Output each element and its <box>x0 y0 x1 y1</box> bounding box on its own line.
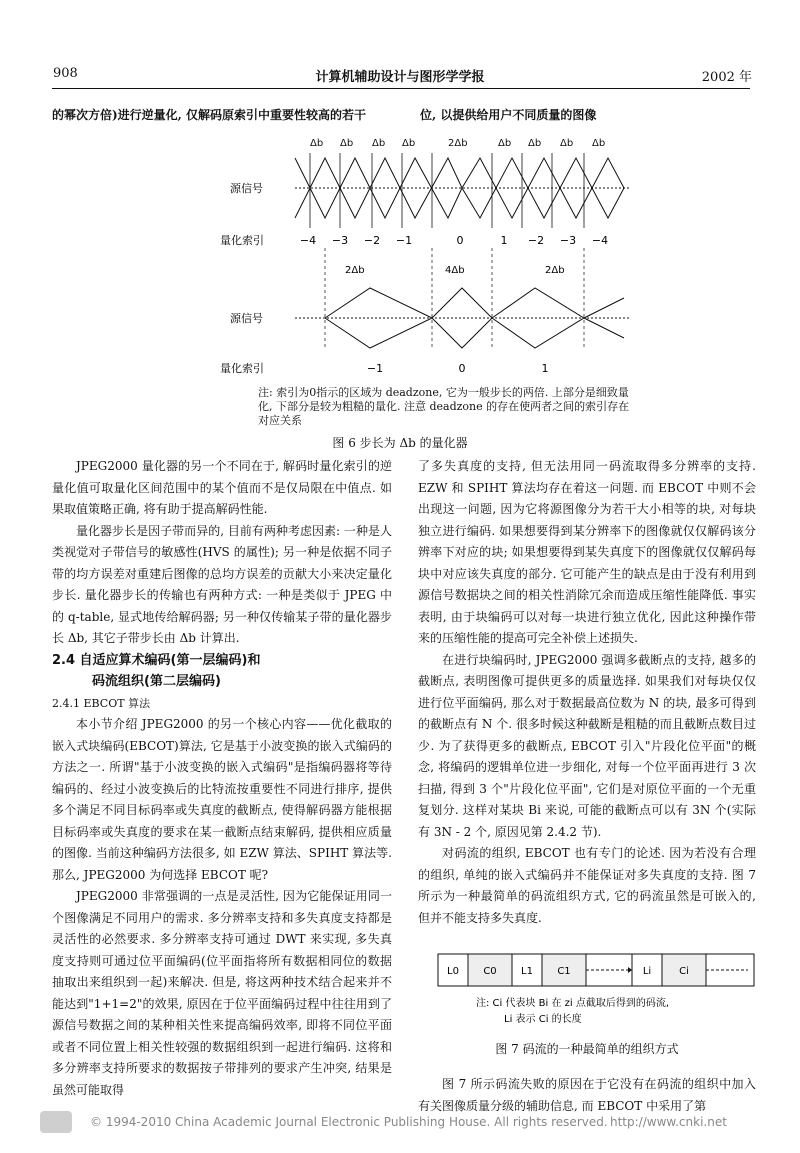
paragraph: 对码流的组织, EBCOT 也有专门的论述. 因为若没有合理的组织, 单纯的嵌入式编码并不能保证对多失真度的支持. 图 7 所示为一种最简单的码流组织方式, 它的码流虽然是可嵌入的, 但并不能支持多失真度. <box>418 846 756 925</box>
bitstream-cell: L1 <box>521 966 533 977</box>
index-value: 1 <box>541 362 549 375</box>
bitstream-cell: Ci <box>679 966 689 977</box>
index-value: −3 <box>559 234 577 247</box>
top-line-left: 的幂次方倍)进行逆量化, 仅解码原索引中重要性较高的若干 <box>52 108 367 122</box>
index-value: −1 <box>366 362 384 375</box>
figure-6-note: 注: 索引为0指示的区域为 deadzone, 它为一般步长的两倍. 上部分是细致量化, 下部分是较为粗糙的量化. 注意 deadzone 的存在使两者之间的索引存在对应关系 <box>258 386 630 427</box>
paragraph: JPEG2000 量化器的另一个不同在于, 解码时量化索引的逆量化值可取量化区间范围中的某个值而不是仅局限在中值点. 如果取值策略正确, 将有助于提高解码性能. <box>52 459 392 516</box>
bitstream-cell: Li <box>642 966 652 977</box>
row3-label: 源信号 <box>230 312 263 325</box>
index-value: −4 <box>299 234 317 247</box>
step-label: Δb <box>560 138 574 149</box>
top-line-right: 位, 以提供给用户不同质量的图像 <box>420 108 597 122</box>
year: 2002 年 <box>701 70 752 85</box>
section-heading-cont: 码流组织(第二层编码) <box>92 674 221 689</box>
left-column <box>52 456 392 1101</box>
paragraph: 图 7 所示码流失败的原因在于它没有在码流的组织中加入有关图像质量分级的辅助信息, 而 EBCOT 中采用了第 <box>418 1077 756 1113</box>
bitstream-cell: L0 <box>447 966 459 977</box>
bitstream-cell: C1 <box>557 966 571 977</box>
right-column-tail <box>418 1074 756 1117</box>
step-label: Δb <box>592 138 606 149</box>
step-label: 2Δb <box>345 265 365 276</box>
footer-url[interactable]: http://www.cnki.net <box>610 1115 727 1129</box>
section-heading: 2.4 自适应算术编码(第一层编码)和 <box>52 652 261 668</box>
figure-7-caption: 图 7 码流的一种最简单的组织方式 <box>495 1042 679 1056</box>
header-rule <box>52 88 750 89</box>
row2-label: 量化索引 <box>220 234 264 247</box>
step-label: Δb <box>498 138 512 149</box>
step-label: Δb <box>372 138 386 149</box>
row1-label: 源信号 <box>230 182 263 195</box>
index-value: −2 <box>363 234 381 247</box>
cnki-logo <box>40 1111 72 1133</box>
step-label: 2Δb <box>448 138 468 149</box>
running-header <box>0 66 800 88</box>
index-value: −2 <box>527 234 545 247</box>
copyright-text: © 1994-2010 China Academic Journal Electronic Publishing House. All rights reserved. <box>90 1115 608 1129</box>
index-value: −1 <box>395 234 413 247</box>
paragraph: 了多失真度的支持, 但无法用同一码流取得多分辨率的支持. EZW 和 SPIHT 算法均存在着这一问题. 而 EBCOT 中则不会出现这一问题, 因为它将源图像分为若干大小相等的块, 对每块独立进行编码. 如果想要得到某分辨率下的图像就仅仅解码该分辨率下对应的块; 如果想要得到某失真度下的图像就仅仅解码每块中对应该失真度的部分. 它可能产生的缺点是由于没有利用到源信号数据块之间的相关性消除冗余而造成压缩性能降低. 事实表明, 由于块编码可以对每一块进行独立优化, 因此这种操作带来的压缩性能的提高可完全补偿上述损失. <box>418 459 756 645</box>
index-value: 0 <box>456 234 464 247</box>
index-value: −3 <box>331 234 349 247</box>
journal-title: 计算机辅助设计与图形学学报 <box>315 70 485 85</box>
page-number: 908 <box>53 66 78 81</box>
bitstream-cell: C0 <box>483 966 497 977</box>
step-label: Δb <box>402 138 416 149</box>
index-value: 0 <box>458 362 466 375</box>
paragraph: 在进行块编码时, JPEG2000 强调多截断点的支持, 越多的截断点, 表明图像可提供更多的质量选择. 如果我们对每块仅仅进行位平面编码, 那么对于数据最高位数为 N 的块, 最多可得到的截断点有 N 个. 很多时候这种截断是粗糙的而且截断点数目过少. 为了获得更多的截断点, EBCOT 引入"片段化位平面"的概念, 将编码的逻辑单位进一步细化, 对每一个位平面再进行 3 次扫描, 得到 3 个"片段化位平面", 它们是对原位平面的一个无重复划分. 这样对某块 Bi 来说, 可能的截断点可以有 3N 个(实际有 3N - 2 个, 原因见第 2.4.2 节). <box>418 652 756 839</box>
figure-7-bitstream-diagram <box>436 950 756 1030</box>
paragraph: 本小节介绍 JPEG2000 的另一个核心内容——优化截取的嵌入式块编码(EBCOT)算法, 它是基于小波变换的嵌入式编码的方法之一. 所谓"基于小波变换的嵌入式编码"是指编码器将等待编码的、经过小波变换后的比特流按重要性不同进行排序, 提供多个满足不同目标码率或失真度的截断点, 使得解码器方能根据目标码率或失真度的要求在某一截断点结束解码, 提供相应质量的图像. 当前这种编码方法很多, 如 EZW 算法、SPIHT 算法等. 那么, JPEG2000 为何选择 EBCOT 呢? <box>52 717 392 882</box>
step-label: 2Δb <box>545 265 565 276</box>
index-value: −4 <box>591 234 609 247</box>
right-column <box>418 456 756 929</box>
step-label: Δb <box>310 138 324 149</box>
row4-label: 量化索引 <box>220 362 264 375</box>
step-label: Δb <box>340 138 354 149</box>
figure-6-caption: 图 6 步长为 Δb 的量化器 <box>332 436 468 450</box>
step-label: 4Δb <box>445 265 465 276</box>
figure-6-quantizer-diagram <box>200 128 640 418</box>
subsection-heading: 2.4.1 EBCOT 算法 <box>52 696 151 710</box>
figure-7-note-1: 注: Ci 代表块 Bi 在 zi 点截取后得到的码流, <box>476 998 670 1009</box>
index-value: 1 <box>500 234 508 247</box>
figure-7-note-2: Li 表示 Ci 的长度 <box>504 1014 582 1025</box>
paragraph: 量化器步长是因子带而异的, 目前有两种考虑因素: 一种是人类视觉对子带信号的敏感性(HVS 的属性); 另一种是依据不同子带的均方误差对重建后图像的总均方误差的贡献大小来决定量化步长. 量化器步长的传输也有两种方式: 一种是类似于 JPEG 中的 q-table, 显式地传给解码器; 另一种仅传输某子带的量化器步长 Δb, 其它子带步长由 Δb 计算出. <box>52 523 392 645</box>
step-label: Δb <box>528 138 542 149</box>
paragraph: JPEG2000 非常强调的一点是灵活性, 因为它能保证用同一个图像满足不同用户的需求. 多分辨率支持和多失真度支持都是灵活性的必然要求. 多分辨率支持可通过 DWT 来实现, 多失真度支持则可通过位平面编码(位平面指将所有数据相同位的数据抽取出来组织到一起)来解决. 但是, 将这两种技术结合起来并不能达到"1+1=2"的效果, 原因在于位平面编码过程中往往用到了源信号数据之间的某种相关性来提高编码效率, 即将不同位平面或者不同位置上相关性较强的数据组织到一起进行编码. 这将和多分辨率支持所要求的数据按子带排列的要求产生冲突, 结果是虽然可能取得 <box>52 889 392 1097</box>
